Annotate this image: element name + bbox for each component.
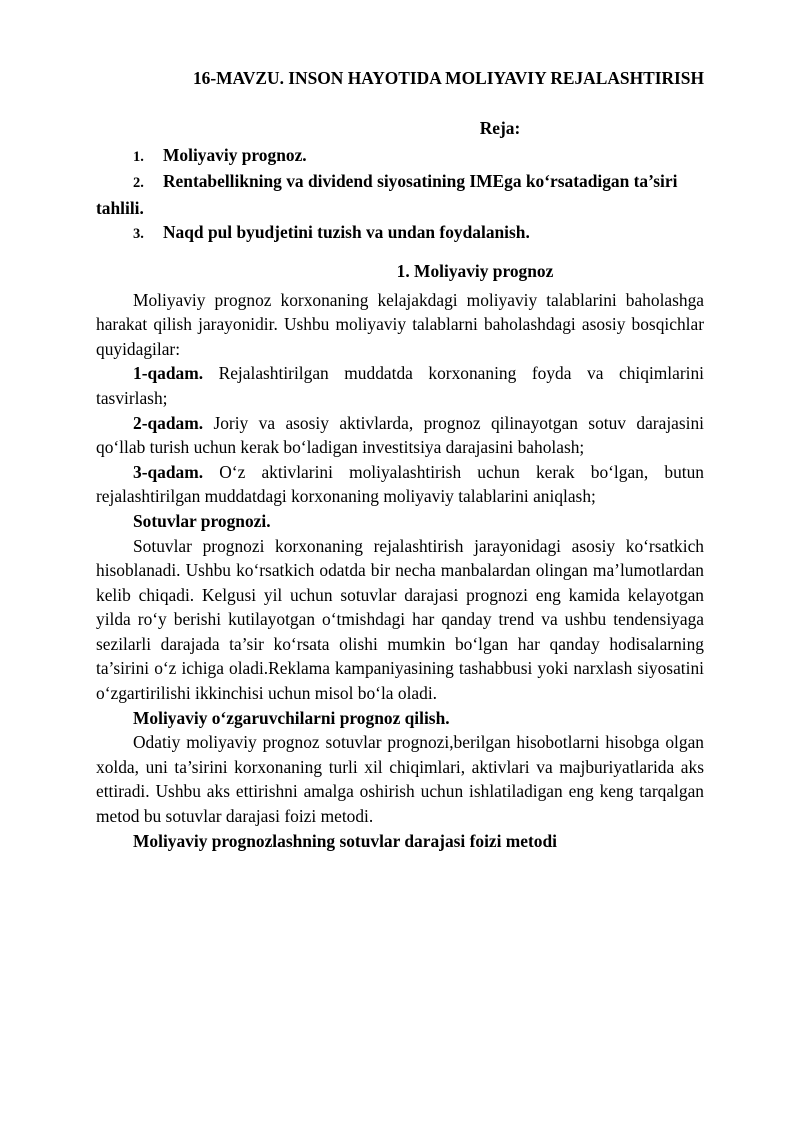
plan-item-number: 2. bbox=[133, 175, 144, 192]
subheading-variables: Moliyaviy o‘zgaruvchilarni prognoz qilish. bbox=[133, 707, 450, 728]
variables-paragraph: Odatiy moliyaviy prognoz sotuvlar prognozi,berilgan hisobotlarni hisobga olgan xolda, uni ta’sirini korxonaning turli xil chiqimlari, aktivlari va majburiyatlarida aks ettiradi. Ushbu aks ettirishni amalga oshirish uchun ishlatiladigan eng keng tarqalgan metod bu sotuvlar darajasi foizi metodi. bbox=[96, 732, 704, 827]
sales-paragraph: Sotuvlar prognozi korxonaning rejalashtirish jarayonidagi asosiy ko‘rsatkich hisoblanadi. Ushbu ko‘rsatkich odatda bir necha manbalardan olingan ma’lumotlardan kelib chiqadi. Kelgusi yil uchun sotuvlar darajasi prognozi eng kamida kelayotgan yilda ro‘y berishi kutilayotgan o‘tmishdagi har qanday trend va ushbu tendensiyaga sezilarli darajada ta’sir ko‘rsata olishi mumkin bo‘lgan har qanday hodisalarning ta’sirini o‘z ichiga oladi.Reklama kampaniyasining tashabbusi yoki narxlash siyosatini o‘zgartirilishi ikkinchisi uchun misol bo‘la oladi. bbox=[96, 535, 704, 704]
step-label: 3-qadam. bbox=[133, 461, 204, 482]
plan-item-text: Rentabellikning va dividend siyosatining IMEga ko‘rsatadigan ta’siri tahlili. bbox=[96, 171, 678, 218]
plan-item-number: 3. bbox=[133, 226, 144, 243]
plan-item bbox=[96, 143, 704, 170]
step-text: Rejalashtirilgan muddatda korxonaning foyda va chiqimlarini tasvirlash; bbox=[96, 363, 704, 408]
plan-item bbox=[96, 220, 704, 247]
step-paragraph bbox=[96, 411, 704, 460]
step-paragraph bbox=[96, 361, 704, 410]
step-label: 2-qadam. bbox=[133, 412, 204, 433]
plan-item-text: Naqd pul byudjetini tuzish va undan foydalanish. bbox=[163, 222, 530, 243]
step-label: 1-qadam. bbox=[133, 363, 204, 384]
plan-item-text: Moliyaviy prognoz. bbox=[163, 144, 307, 165]
plan-item-number: 1. bbox=[133, 148, 144, 165]
subheading-sales: Sotuvlar prognozi. bbox=[133, 510, 271, 531]
plan-list bbox=[96, 143, 704, 247]
step-text: Joriy va asosiy aktivlarda, prognoz qilinayotgan sotuv darajasini qo‘llab turish uchun kerak bo‘ladigan investitsiya darajasini baholash; bbox=[96, 412, 704, 458]
plan-item bbox=[96, 169, 704, 220]
plan-heading: Reja: bbox=[479, 118, 521, 138]
section-heading: 1. Moliyaviy prognoz bbox=[396, 260, 554, 281]
intro-paragraph: Moliyaviy prognoz korxonaning kelajakdagi moliyaviy talablarini baholashga harakat qilish jarayonidir. Ushbu moliyaviy talablarni baholashdagi asosiy bosqichlar quyidagilar: bbox=[96, 289, 704, 359]
step-text: O‘z aktivlarini moliyalashtirish uchun kerak bo‘lgan, butun rejalashtirilgan muddatdagi korxonaning moliyaviy talablarini aniqlash; bbox=[96, 461, 704, 507]
document-title: 16-MAVZU. INSON HAYOTIDA MOLIYAVIY REJALASHTIRISH bbox=[192, 68, 704, 88]
subheading-method: Moliyaviy prognozlashning sotuvlar darajasi foizi metodi bbox=[133, 830, 557, 851]
step-paragraph bbox=[96, 460, 704, 509]
